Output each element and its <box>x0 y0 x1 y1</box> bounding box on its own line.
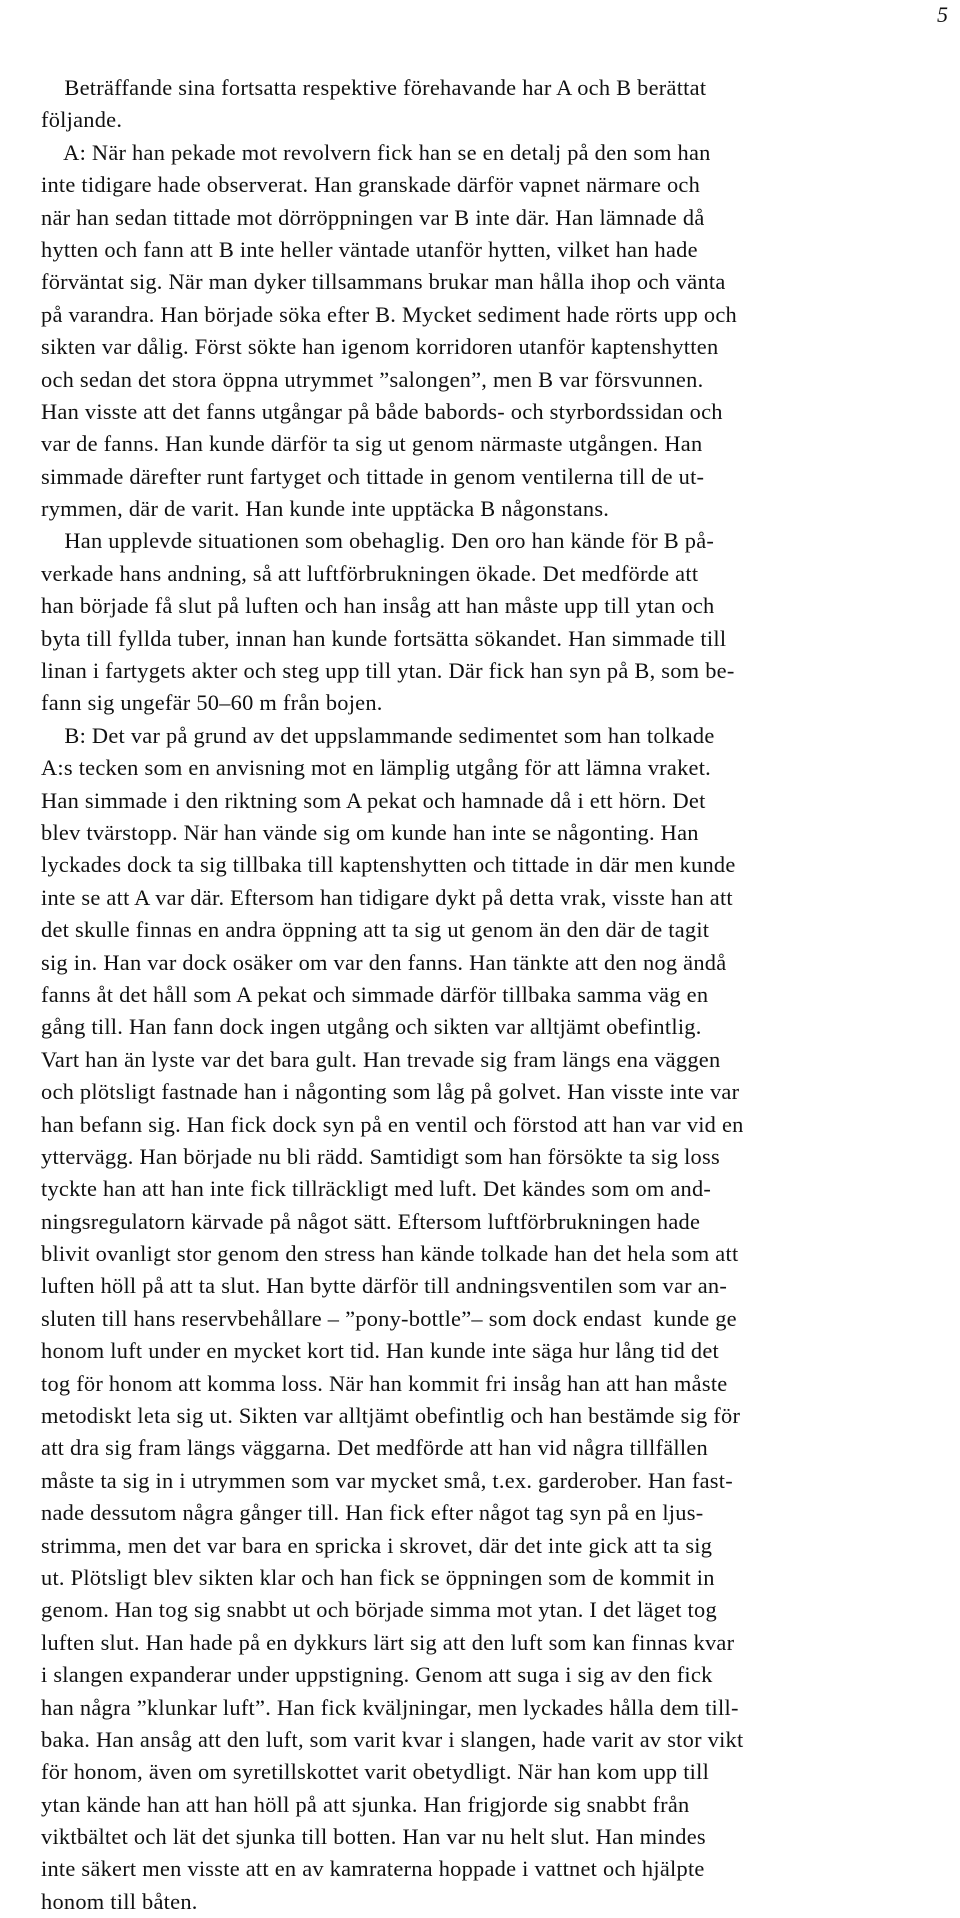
text-line: gång till. Han fann dock ingen utgång och sikten var alltjämt obefintlig. <box>41 1014 702 1040</box>
text-line: han började få slut på luften och han insåg att han måste upp till ytan och <box>41 593 715 619</box>
text-line: Vart han än lyste var det bara gult. Han trevade sig fram längs ena väggen <box>41 1046 721 1072</box>
text-line: yttervägg. Han började nu bli rädd. Samtidigt som han försökte ta sig loss <box>41 1143 720 1169</box>
text-line: måste ta sig in i utrymmen som var mycket små, t.ex. garderober. Han fast- <box>41 1467 733 1493</box>
text-line: för honom, även om syretillskottet varit obetydligt. När han kom upp till <box>41 1759 710 1785</box>
text-line: luften slut. Han hade på en dykkurs lärt sig att den luft som kan finnas kvar <box>41 1629 735 1655</box>
text-line: metodiskt leta sig ut. Sikten var alltjämt obefintlig och han bestämde sig för <box>41 1403 741 1429</box>
text-line: han befann sig. Han fick dock syn på en ventil och förstod att han var vid en <box>41 1111 744 1137</box>
text-line: det skulle finnas en andra öppning att ta sig ut genom än den där de tagit <box>41 917 710 943</box>
text-line: ningsregulatorn kärvade på något sätt. Eftersom luftförbrukningen hade <box>41 1208 701 1234</box>
text-line: och plötsligt fastnade han i någonting som låg på golvet. Han visste inte var <box>41 1079 740 1105</box>
text-line: när han sedan tittade mot dörröppningen var B inte där. Han lämnade då <box>41 204 705 230</box>
text-line: luften höll på att ta slut. Han bytte därför till andningsventilen som var an- <box>41 1273 728 1299</box>
body-text <box>41 72 921 1918</box>
text-line: inte tidigare hade observerat. Han granskade därför vapnet närmare och <box>41 172 701 198</box>
text-line: baka. Han ansåg att den luft, som varit kvar i slangen, hade varit av stor vikt <box>41 1726 744 1752</box>
text-line: Han simmade i den riktning som A pekat och hamnade då i ett hörn. Det <box>41 787 706 813</box>
text-line: Han visste att det fanns utgångar på både babords- och styrbordssidan och <box>41 398 723 424</box>
text-line: honom luft under en mycket kort tid. Han kunde inte säga hur lång tid det <box>41 1338 719 1364</box>
text-line: ytan kände han att han höll på att sjunka. Han frigjorde sig snabbt från <box>41 1791 690 1817</box>
text-line: A: När han pekade mot revolvern fick han se en detalj på den som han <box>41 139 711 165</box>
text-line: fann sig ungefär 50–60 m från bojen. <box>41 690 383 716</box>
page-number: 5 <box>937 2 948 27</box>
text-line: B: Det var på grund av det uppslammande sedimentet som han tolkade <box>41 722 715 748</box>
text-line: tog för honom att komma loss. När han kommit fri insåg han att han måste <box>41 1370 728 1396</box>
text-line: fanns åt det håll som A pekat och simmade därför tillbaka samma väg en <box>41 981 709 1007</box>
text-line: blivit ovanligt stor genom den stress han kände tolkade han det hela som att <box>41 1241 739 1267</box>
text-line: A:s tecken som en anvisning mot en lämplig utgång för att lämna vraket. <box>41 755 712 781</box>
text-line: blev tvärstopp. När han vände sig om kunde han inte se någonting. Han <box>41 819 699 845</box>
text-line: var de fanns. Han kunde därför ta sig ut genom närmaste utgången. Han <box>41 431 703 457</box>
text-line: genom. Han tog sig snabbt ut och började simma mot ytan. I det läget tog <box>41 1597 717 1623</box>
text-line: inte säkert men visste att en av kamraterna hoppade i vattnet och hjälpte <box>41 1856 705 1882</box>
text-line: sluten till hans reservbehållare – ”pony-bottle”– som dock endast kunde ge <box>41 1305 737 1331</box>
text-line: verkade hans andning, så att luftförbrukningen ökade. Det medförde att <box>41 560 699 586</box>
text-line: följande. <box>41 107 123 133</box>
text-line: honom till båten. <box>41 1888 198 1914</box>
text-line: simmade därefter runt fartyget och tittade in genom ventilerna till de ut- <box>41 463 705 489</box>
text-line: lyckades dock ta sig tillbaka till kaptenshytten och tittade in där men kunde <box>41 852 736 878</box>
text-line: inte se att A var där. Eftersom han tidigare dykt på detta vrak, visste han att <box>41 884 733 910</box>
text-line: linan i fartygets akter och steg upp till ytan. Där fick han syn på B, som be- <box>41 658 735 684</box>
text-line: rymmen, där de varit. Han kunde inte upptäcka B någonstans. <box>41 496 610 522</box>
text-line: och sedan det stora öppna utrymmet ”salongen”, men B var försvunnen. <box>41 366 704 392</box>
text-line: strimma, men det var bara en spricka i skrovet, där det inte gick att ta sig <box>41 1532 713 1558</box>
text-line: sikten var dålig. Först sökte han igenom korridoren utanför kaptenshytten <box>41 334 719 360</box>
text-line: nade dessutom några gånger till. Han fick efter något tag syn på en ljus- <box>41 1500 704 1526</box>
text-line: att dra sig fram längs väggarna. Det medförde att han vid några tillfällen <box>41 1435 708 1461</box>
text-line: byta till fyllda tuber, innan han kunde fortsätta sökandet. Han simmade till <box>41 625 727 651</box>
text-line: viktbältet och lät det sjunka till botten. Han var nu helt slut. Han mindes <box>41 1824 706 1850</box>
text-line: förväntat sig. När man dyker tillsammans brukar man hålla ihop och vänta <box>41 269 726 295</box>
text-line: i slangen expanderar under uppstigning. Genom att suga i sig av den fick <box>41 1662 713 1688</box>
text-line: Han upplevde situationen som obehaglig. Den oro han kände för B på- <box>41 528 715 554</box>
text-line: hytten och fann att B inte heller väntade utanför hytten, vilket han hade <box>41 236 698 262</box>
text-line: han några ”klunkar luft”. Han fick kväljningar, men lyckades hålla dem till- <box>41 1694 739 1720</box>
text-line: ut. Plötsligt blev sikten klar och han fick se öppningen som de kommit in <box>41 1564 715 1590</box>
text-line: tyckte han att han inte fick tillräckligt med luft. Det kändes som om and- <box>41 1176 712 1202</box>
text-line: på varandra. Han började söka efter B. Mycket sediment hade rörts upp och <box>41 301 737 327</box>
text-line: sig in. Han var dock osäker om var den fanns. Han tänkte att den nog ändå <box>41 949 727 975</box>
text-line: Beträffande sina fortsatta respektive förehavande har A och B berättat <box>41 75 707 100</box>
